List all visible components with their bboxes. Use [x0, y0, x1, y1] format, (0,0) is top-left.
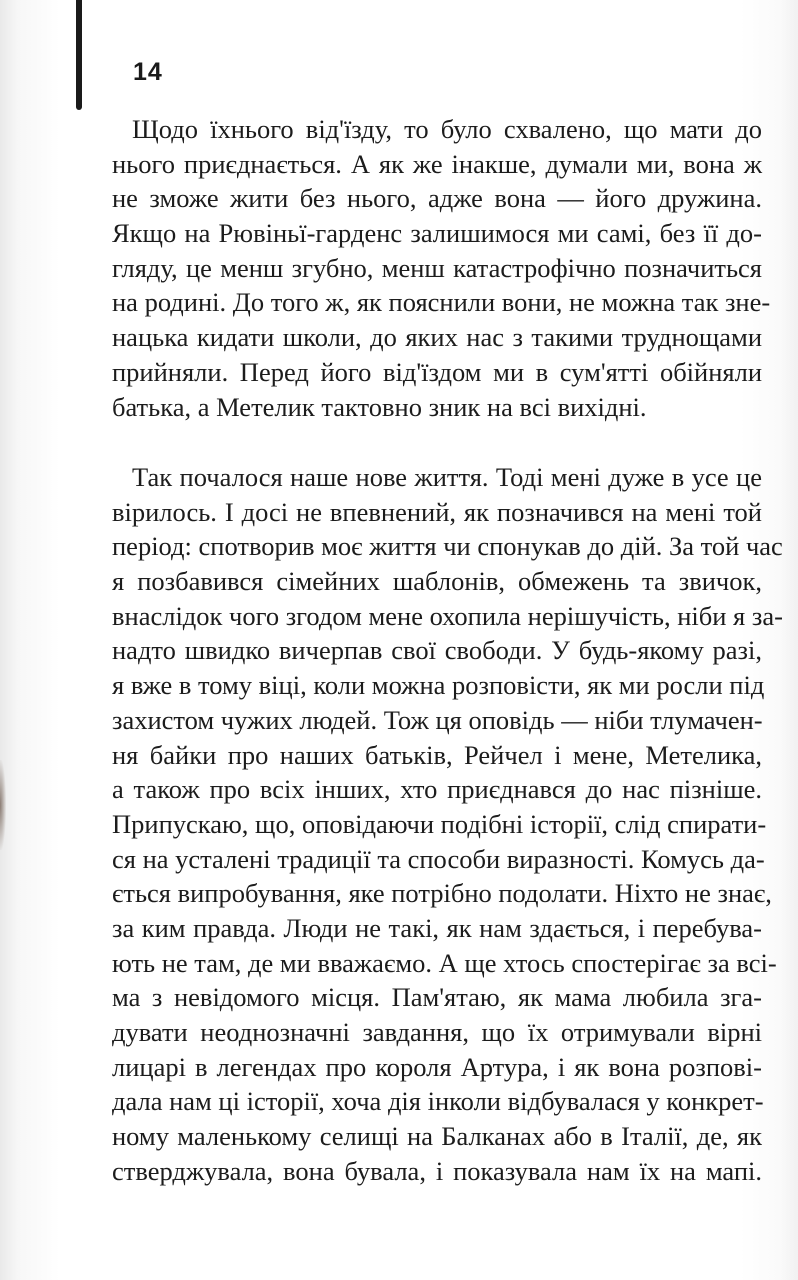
- text-line: батька, а Метелик тактовно зник на всі вихідні.: [112, 391, 647, 422]
- text-line: ма з невідомого місця. Пам'ятаю, як мама любила зга-: [112, 982, 762, 1013]
- text-line: надто швидко вичерпав свої свободи. У будь-якому разі,: [112, 635, 762, 666]
- text-line: а також про всіх інших, хто приєднався до нас пізніше.: [112, 774, 762, 805]
- paragraph-2: [112, 460, 783, 1188]
- text-line: Так почалося наше нове життя. Тоді мені дуже в усе це: [132, 462, 762, 492]
- page-number: 14: [133, 58, 163, 86]
- text-line: я позбавився сімейних шаблонів, обмежень та звичок,: [112, 566, 762, 597]
- text-line: не зможе жити без нього, адже вона — його дружина.: [112, 183, 762, 214]
- text-line: нацька кидати школи, до яких нас з такими труднощами: [112, 322, 762, 353]
- text-line: період: спотворив моє життя чи спонукав до дій. За той час: [112, 531, 783, 562]
- page-edge-shadow: [0, 760, 6, 850]
- text-line: ся на усталені традиції та способи виразності. Комусь да-: [112, 843, 765, 874]
- text-line: Припускаю, що, оповідаючи подібні історії, слід спирати-: [112, 808, 767, 839]
- text-line: захистом чужих людей. Тож ця оповідь — ніби тлумачен-: [112, 704, 763, 735]
- text-line: ня байки про наших батьків, Рейчел і мене, Метелика,: [112, 739, 762, 770]
- text-line: нього приєднається. А як же інакше, думали ми, вона ж: [112, 148, 762, 179]
- text-line: внаслідок чого згодом мене охопила нерішучість, ніби я за-: [112, 600, 783, 631]
- text-line: на родині. До того ж, як пояснили вони, не можна так зне-: [112, 287, 771, 318]
- text-line: Якщо на Рювіньї-гарденс залишимося ми самі, без її до-: [112, 218, 762, 249]
- text-line: гляду, це менш згубно, менш катастрофічно позначиться: [112, 252, 762, 283]
- text-line: лицарі в легендах про короля Артура, і як вона розпові-: [112, 1051, 762, 1082]
- text-line: я вже в тому віці, коли можна розповісти, як ми росли під: [112, 670, 765, 701]
- text-line: дала нам ці історії, хоча дія інколи відбувалася у конкрет-: [112, 1086, 764, 1117]
- text-line: за ким правда. Люди не такі, як нам здається, і перебува-: [112, 912, 762, 943]
- text-line: стверджувала, вона бувала, і показувала нам їх на мапі.: [112, 1155, 762, 1186]
- text-line: ють не там, де ми вважаємо. А ще хтось спостерігає за всі-: [112, 947, 777, 978]
- text-line: прийняли. Перед його від'їздом ми в сум'ятті обійняли: [112, 356, 762, 387]
- text-line: Щодо їхнього від'їзду, то було схвалено, що мати до: [132, 114, 762, 144]
- text-line: дувати неоднозначні завдання, що їх отримували вірні: [112, 1017, 762, 1047]
- text-line: ному маленькому селищі на Балканах або в Італії, де, як: [112, 1121, 762, 1152]
- text-line: ється випробування, яке потрібно подолати. Ніхто не знає,: [112, 878, 772, 909]
- paragraph-1: [112, 112, 771, 424]
- page-binding-edge: [76, 0, 82, 110]
- text-line: вірилось. І досі не впевнений, як позначився на мені той: [112, 496, 762, 527]
